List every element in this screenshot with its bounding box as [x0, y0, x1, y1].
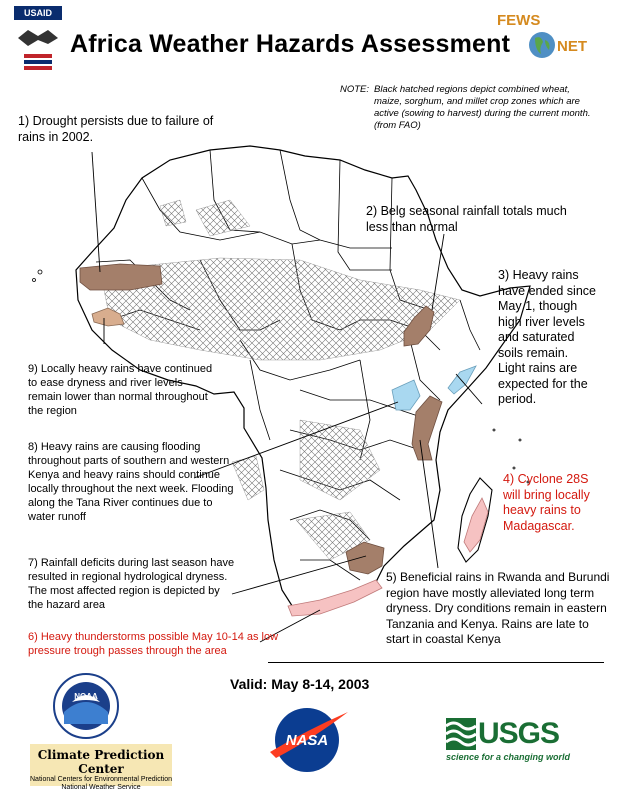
page-title: Africa Weather Hazards Assessment	[70, 30, 511, 58]
annotation-3: 3) Heavy rains have ended since May 1, though high river levels and saturated soils remain. Light rains are expected for the period.	[498, 268, 596, 406]
noaa-label: NOAA	[74, 692, 98, 701]
fews-label: FEWS	[497, 12, 541, 29]
usgs-label: USGS	[478, 717, 560, 750]
note-text: Black hatched regions depict combined wheat, maize, sorghum, and millet crop zones which are active (sowing to harvest) during the current month. (from FAO)	[374, 84, 591, 131]
cpc-logo	[30, 744, 173, 791]
note-label: NOTE:	[340, 84, 370, 95]
noaa-logo	[52, 672, 120, 740]
cpc-subtitle-1: National Centers for Environmental Prediction	[30, 776, 173, 783]
footer-divider	[268, 662, 604, 663]
annotation-1: 1) Drought persists due to failure of rains in 2002.	[18, 114, 214, 144]
valid-date: Valid: May 8-14, 2003	[230, 676, 370, 692]
hazard-area-1-drought	[80, 264, 162, 290]
usgs-tagline: science for a changing world	[446, 752, 571, 762]
nasa-logo	[262, 700, 352, 780]
usgs-wave-icon	[446, 718, 476, 750]
annotation-9: 9) Locally heavy rains have continued to ease dryness and river levels remain lower than normal throughout the region	[28, 363, 213, 417]
cpc-title: Climate Prediction Center	[37, 748, 165, 776]
nasa-label: NASA	[285, 732, 329, 749]
annotation-5: 5) Beneficial rains in Rwanda and Burundi region have mostly alleviated long term dryness. Dry conditions remain in eastern Tanzania and Kenya. Rains are late to start in coastal Kenya	[386, 570, 610, 646]
usaid-label: USAID	[14, 6, 62, 20]
cpc-subtitle-2: National Weather Service	[61, 784, 141, 791]
net-label: NET	[557, 38, 587, 55]
annotation-8: 8) Heavy rains are causing flooding throughout parts of southern and western Kenya and heavy rains should continue locally throughout the next week. Flooding along the Tana River continues due to water runoff	[28, 441, 234, 523]
annotation-4: 4) Cyclone 28S will bring locally heavy rains to Madagascar.	[503, 472, 590, 533]
annotation-6: 6) Heavy thunderstorms possible May 10-14 as low pressure trough passes through the area	[28, 631, 279, 657]
annotation-2: 2) Belg seasonal rainfall totals much less than normal	[366, 204, 567, 234]
annotation-7: 7) Rainfall deficits during last season have resulted in regional hydrological dryness. The most affected region is depicted by the hazard area	[28, 557, 235, 611]
